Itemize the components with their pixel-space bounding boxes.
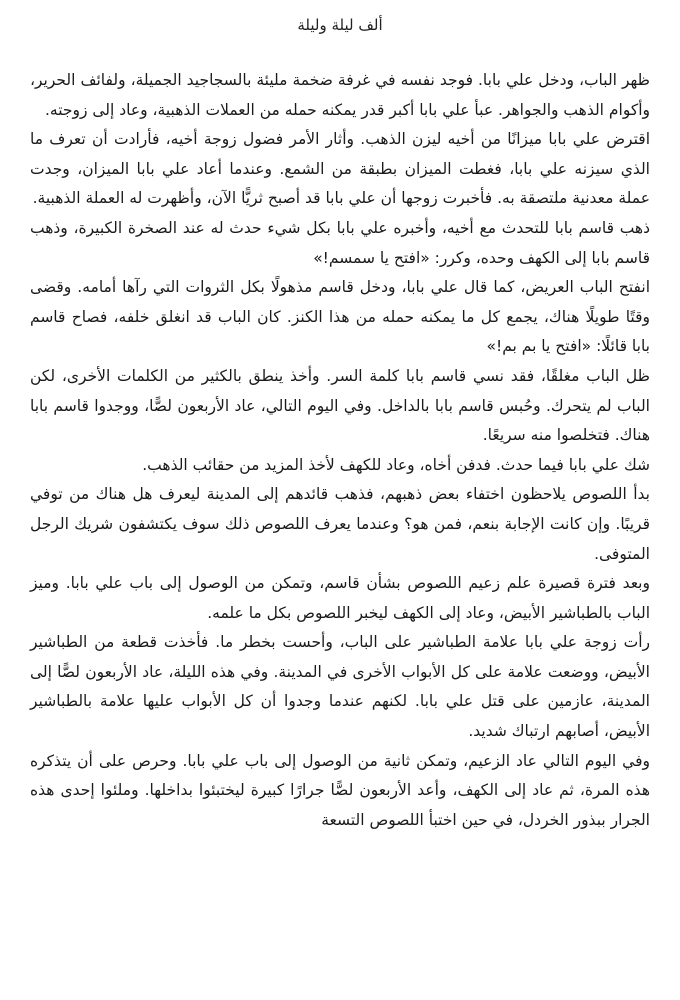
- paragraph: وبعد فترة قصيرة علم زعيم اللصوص بشأن قاسم، وتمكن من الوصول إلى باب علي بابا. وميز الباب بالطباشير الأبيض، وعاد إلى الكهف ليخبر اللصوص بكل ما علمه.: [30, 574, 650, 622]
- paragraph: بدأ اللصوص يلاحظون اختفاء بعض ذهبهم، فذهب قائدهم إلى المدينة ليعرف هل هناك من توفي قريبًا. وإن كانت الإجابة بنعم، فمن هو؟ وعندما يعرف اللصوص ذلك سوف يكتشفون شريك الرجل المتوفى.: [30, 485, 650, 563]
- paragraph: وفي اليوم التالي عاد الزعيم، وتمكن ثانية من الوصول إلى باب علي بابا. وحرص على أن يتذكره هذه المرة، ثم عاد إلى الكهف، وأعد الأربعون لصًّا جرارًا كبيرة ليختبئوا بداخلها. وملئوا إحدى هذه الجرار ببذور الخردل، في حين اختبأ اللصوص التسعة: [30, 751, 650, 829]
- paragraph: رأت زوجة علي بابا علامة الطباشير على الباب، وأحست بخطر ما. فأخذت قطعة من الطباشير الأبيض، ووضعت علامة على كل الأبواب الأخرى في المدينة. وفي هذه الليلة، عاد الأربعون لصًّا إلى المدينة، عازمين على قتل علي بابا. لكنهم عندما وجدوا أن كل الأبواب عليها علامة بالطباشير الأبيض، أصابهم ارتباك شديد.: [30, 633, 650, 741]
- paragraph: ظل الباب مغلقًا، فقد نسي قاسم بابا كلمة السر. وأخذ ينطق بالكثير من الكلمات الأخرى، لكن الباب لم يتحرك. وحُبس قاسم بابا بالداخل. وفي اليوم التالي، عاد الأربعون لصًّا، ووجدوا قاسم بابا هناك. فتخلصوا منه سريعًا.: [30, 366, 650, 445]
- paragraph: اقترض علي بابا ميزانًا من أخيه ليزن الذهب. وأثار الأمر فضول زوجة أخيه، فأرادت أن تعرف ما الذي سيزنه علي بابا، فغطت الميزان بطبقة من الشمع. وعندما أعاد علي بابا الميزان، وجدت عملة معدنية ملتصقة به. فأخبرت زوجها أن علي بابا قد أصبح ثريًّا الآن، وأظهرت له العملة الذهبية.: [30, 130, 650, 208]
- paragraph: ذهب قاسم بابا للتحدث مع أخيه، وأخبره علي بابا بكل شيء حدث له عند الصخرة الكبيرة، وذهب قاسم بابا إلى الكهف وحده، وكرر: «افتح يا سمسم!»: [30, 218, 650, 267]
- body-text: [30, 66, 650, 835]
- paragraph: ظهر الباب، ودخل علي بابا. فوجد نفسه في غرفة ضخمة مليئة بالسجاجيد الجميلة، ولفائف الحرير، وأكوام الذهب والجواهر. عبأ علي بابا أكبر قدر يمكنه حمله من العملات الذهبية، وعاد إلى زوجته.: [30, 71, 650, 119]
- paragraph: شك علي بابا فيما حدث. فدفن أخاه، وعاد للكهف لأخذ المزيد من حقائب الذهب.: [142, 455, 650, 474]
- running-title: ألف ليلة وليلة: [297, 16, 383, 34]
- paragraph: انفتح الباب العريض، كما قال علي بابا، ودخل قاسم مذهولًا بكل الثروات التي رآها أمامه. وقضى وقتًا طويلًا هناك، يجمع كل ما يمكنه حمله من هذا الكنز. كان الباب قد انغلق خلفه، فصاح قاسم بابا قائلًا: «افتح يا بم بم!»: [30, 278, 650, 356]
